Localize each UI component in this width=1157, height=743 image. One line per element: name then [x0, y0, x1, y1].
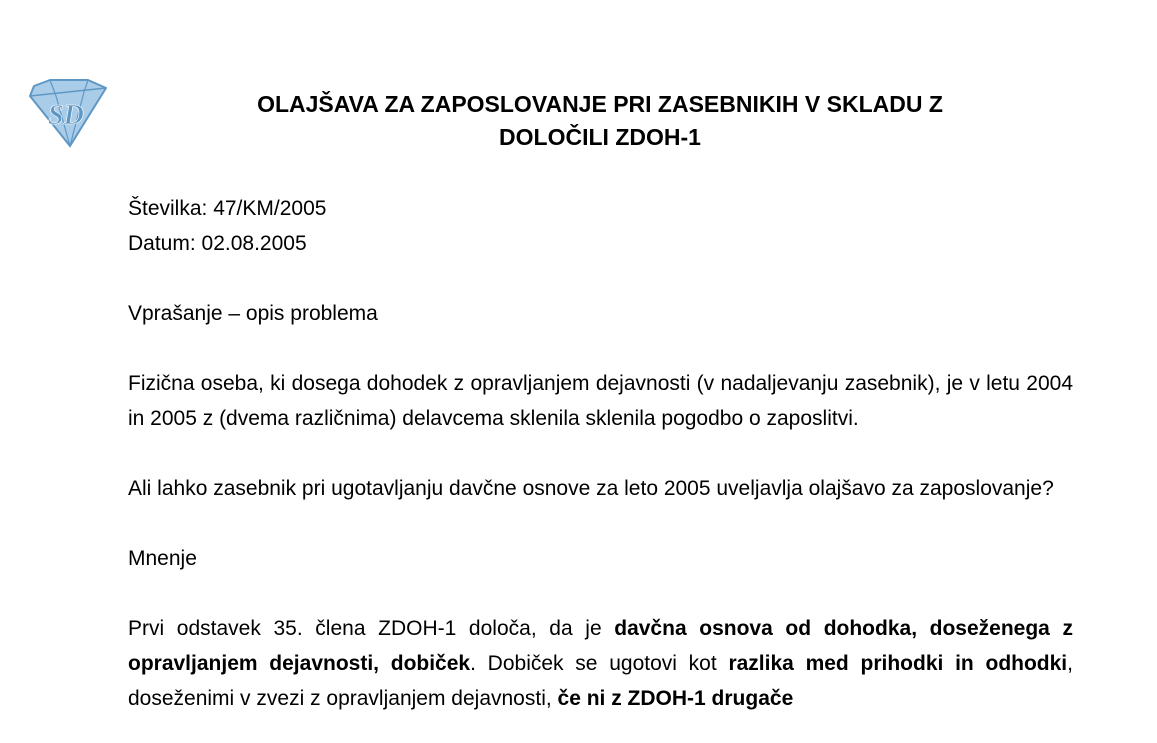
document-title-line-1: OLAJŠAVA ZA ZAPOSLOVANJE PRI ZASEBNIKIH V SKLADU Z [257, 91, 943, 117]
opinion-text-3: , doseženimi v zvezi z opravljanjem dejavnosti, [128, 652, 1073, 710]
opinion-paragraph-1 [128, 611, 1073, 716]
question-paragraph-2: Ali lahko zasebnik pri ugotavljanju davčne osnove za leto 2005 uveljavlja olajšavo za zaposlovanje? [128, 477, 1054, 500]
question-heading: Vprašanje – opis problema [128, 302, 378, 325]
logo-text: SD [48, 100, 84, 131]
opinion-bold-2: razlika med prihodki in odhodki [728, 652, 1068, 675]
document-title-line-2: DOLOČILI ZDOH-1 [499, 124, 701, 150]
document-date: Datum: 02.08.2005 [128, 232, 307, 255]
opinion-text-1: Prvi odstavek 35. člena ZDOH-1 določa, da je [128, 617, 615, 640]
opinion-heading: Mnenje [128, 547, 197, 570]
sd-diamond-logo-icon [26, 78, 112, 150]
document-body [128, 191, 1073, 716]
document-number: Številka: 47/KM/2005 [128, 197, 327, 220]
logo [26, 78, 112, 150]
opinion-text-2: . Dobiček se ugotovi kot [470, 652, 729, 675]
question-paragraph-1: Fizična oseba, ki dosega dohodek z opravljanjem dejavnosti (v nadaljevanju zasebnik), je v letu 2004 in 2005 z (dvema različnima) delavcema sklenila sklenila pogodbo o zaposlitvi. [128, 372, 1073, 430]
document-title [160, 88, 1040, 154]
opinion-bold-3: če ni z ZDOH-1 drugače [557, 687, 794, 710]
opinion-bold-1: davčna osnova od dohodka, doseženega z opravljanjem dejavnosti, dobiček [128, 617, 1073, 675]
